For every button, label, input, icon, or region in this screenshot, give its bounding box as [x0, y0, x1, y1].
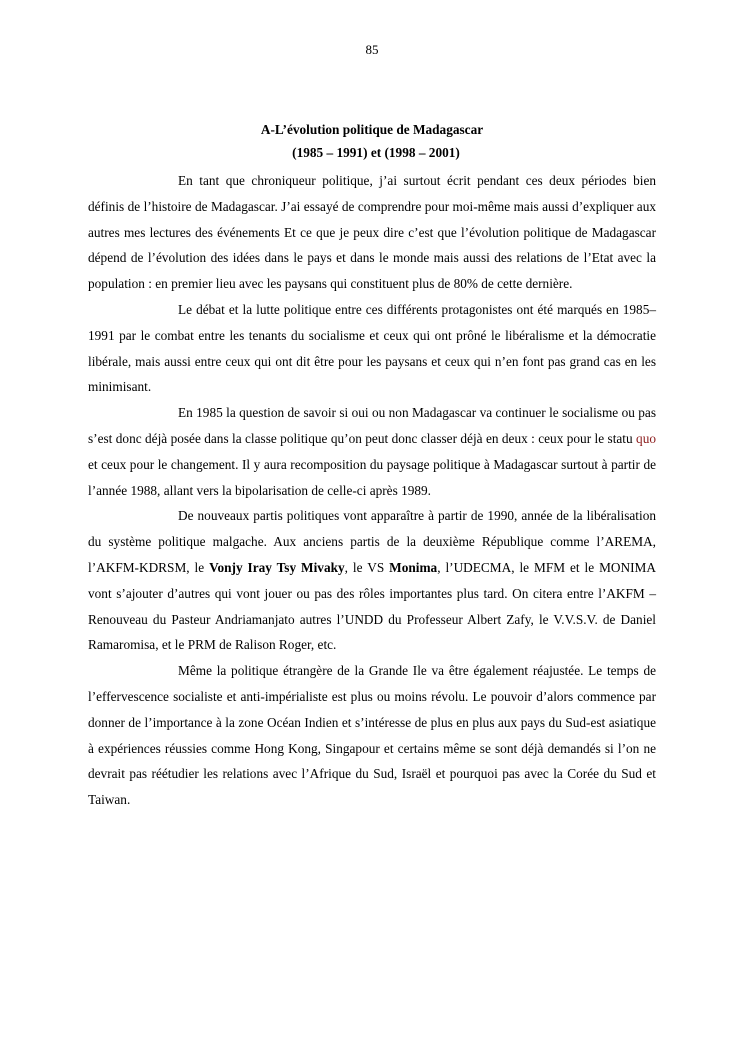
- party-name-vonjy: Vonjy Iray Tsy Mivaky: [209, 559, 345, 575]
- title-line-2: (1985 – 1991) et (1998 – 2001): [292, 145, 460, 160]
- paragraph-4: [88, 503, 656, 658]
- paragraph-3: [88, 400, 656, 503]
- page-number: 85: [365, 42, 379, 57]
- paragraph-4-text-b: , le VS: [344, 559, 390, 575]
- paragraph-3-text-b: et ceux pour le changement. Il y aura recomposition du paysage politique à Madagascar surtout à partir de l’année 1988, allant vers la bipolarisation de celle-ci après 1989.: [88, 456, 656, 498]
- paragraph-4-text-c: , l’UDECMA, le MFM et le MONIMA vont s’ajouter d’autres qui vont jouer ou pas des rôles importantes plus tard. On citera entre l’AKFM – Renouveau du Pasteur Andriamanjato autres l’UNDD du Professeur Albert Zafy, le V.V.S.V. de Daniel Ramaromisa, et le PRM de Ralison Roger, etc.: [88, 559, 656, 653]
- paragraph-1: En tant que chroniqueur politique, j’ai surtout écrit pendant ces deux périodes bien définis de l’histoire de Madagascar. J’ai essayé de comprendre pour moi-même mais aussi d’expliquer aux autres mes lectures des événements Et ce que je peux dire c’est que l’évolution politique de Madagascar dépend de l’évolution des idées dans le pays et dans le monde mais aussi des relations de l’Etat avec la population : en premier lieu avec les paysans qui constituent plus de 80% de cette dernière.: [88, 173, 656, 292]
- highlighted-word-quo: quo: [636, 430, 656, 446]
- body-text: [88, 168, 656, 813]
- paragraph-5: Même la politique étrangère de la Grande Ile va être également réajustée. Le temps de l’effervescence socialiste et anti-impérialiste est plus ou moins révolu. Le pouvoir d’alors commence par donner de l’importance à la zone Océan Indien et s’intéresse de plus en plus aux pays du Sud-est asiatique à expériences réussies comme Hong Kong, Singapour et certains même se sont déjà demandés si l’on ne devrait pas réétudier les relations avec l’Afrique du Sud, Israël et pourquoi pas avec la Corée du Sud et Taiwan.: [88, 663, 656, 808]
- paragraph-4-text-a: De nouveaux partis politiques vont apparaître à partir de 1990, année de la libéralisation du système politique malgache. Aux anciens partis de la deuxième République comme l’AREMA, l’AKFM-KDRSM, le: [88, 508, 656, 575]
- paragraph-2: Le débat et la lutte politique entre ces différents protagonistes ont été marqués en 1985–1991 par le combat entre les tenants du socialisme et ceux qui ont prôné le libéralisme et la démocratie libérale, mais aussi entre ceux qui ont dit être pour les paysans et ceux qui n’en font pas grand cas en les minimisant.: [88, 301, 656, 395]
- title-line-1: A-L’évolution politique de Madagascar: [260, 122, 484, 137]
- paragraph-3-text-a: En 1985 la question de savoir si oui ou non Madagascar va continuer le socialisme ou pas s’est donc déjà posée dans la classe politique qu’on peut donc classer déjà en deux : ceux pour le statu: [88, 405, 656, 446]
- section-title: [88, 120, 656, 163]
- party-name-monima: Monima: [389, 559, 438, 575]
